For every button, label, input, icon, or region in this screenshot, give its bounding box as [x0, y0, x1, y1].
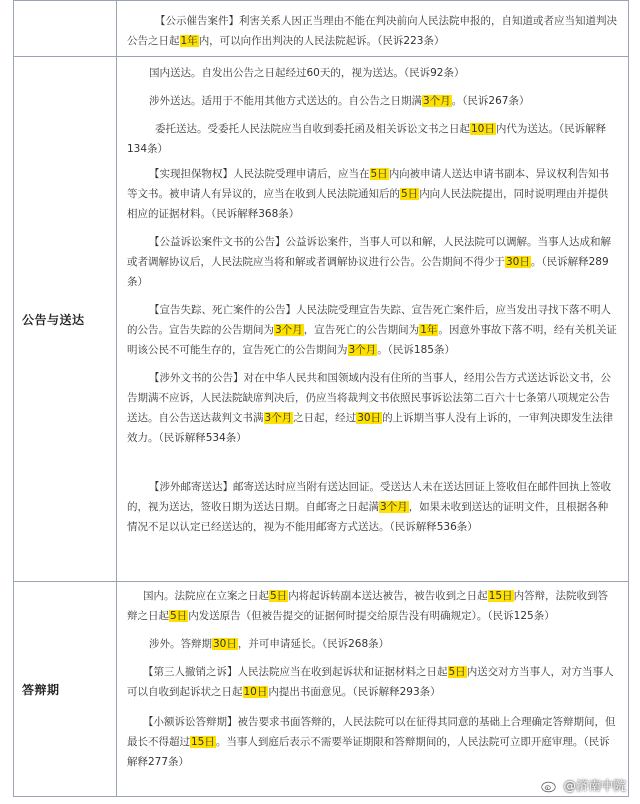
- entry-text: 内答辩，法院收到答辩之日起: [127, 590, 609, 622]
- highlighted-period: 15日: [191, 736, 215, 748]
- entry-text: 【实现担保物权】人民法院受理申请后，应当在: [149, 168, 370, 180]
- entry-text: 【公示催告案件】利害关系人因正当理由不能在判决前向人民法院申报的，自知道或者应当知道判决公告之日起: [127, 15, 617, 47]
- provision-entry: [127, 300, 618, 360]
- entry-text: 内提出书面意见。（民诉解释293条）: [268, 686, 441, 698]
- provision-entry: [127, 91, 618, 111]
- table-row: [14, 57, 628, 582]
- entry-text: 涉外送达。适用于不能用其他方式送达的。自公告之日期满: [149, 95, 422, 107]
- entry-text: 。（民诉267条）: [451, 95, 530, 107]
- entry-text: 【宣告失踪、死亡案件的公告】人民法院受理宣告失踪、宣告死亡案件后，应当发出寻找下落不明人的公告。宣告失踪的公告期间为: [127, 304, 611, 336]
- highlighted-period: 5日: [448, 666, 466, 678]
- watermark: [541, 776, 626, 794]
- provision-entry: [127, 232, 618, 292]
- watermark-text: @济南中院: [563, 778, 626, 793]
- entry-text: 内向人民法院提出，同时说明理由并提供相应的证据材料。（民诉解释368条）: [127, 188, 609, 220]
- entry-text: 【小额诉讼答辩期】被告要求书面答辩的，人民法院可以在征得其同意的基础上合理确定答辩期间，但最长不得超过: [127, 716, 616, 748]
- entry-text: 。因意外事故下落不明，经有关机关证明该公民不可能生存的，宣告死亡的公告期间为: [127, 324, 617, 356]
- entry-text: 内送交对方当事人，对方当事人可以自收到起诉状之日起: [127, 666, 614, 698]
- table-row: [14, 582, 628, 797]
- entry-text: 内代为送达。（民诉解释134条）: [127, 123, 607, 155]
- entry-text: ，并可申请延长。（民诉268条）: [237, 638, 390, 650]
- provision-entry: [127, 63, 618, 83]
- highlighted-period: 3个月: [348, 344, 377, 356]
- document-table: [13, 0, 629, 797]
- entry-text: 内向被申请人送达申请书副本、异议权利告知书等文书。被申请人有异议的，应当在收到人民法院通知后的: [127, 168, 610, 200]
- entry-text: 。（民诉185条）: [377, 344, 455, 356]
- provision-entry: [127, 586, 618, 626]
- highlighted-period: 10日: [243, 686, 268, 698]
- highlighted-period: 3个月: [275, 324, 303, 336]
- entry-text: 内将起诉转副本送达被告，被告收到之日起: [288, 590, 488, 602]
- entry-text: ，宣告死亡的公告期间为: [303, 324, 420, 336]
- provision-entry: [127, 477, 618, 537]
- highlighted-period: 1年: [180, 35, 198, 47]
- provision-entry: [127, 119, 618, 159]
- row-label: [14, 1, 117, 56]
- entry-text: 内，可以向作出判决的人民法院起诉。（民诉223条）: [198, 35, 445, 47]
- entry-text: 国内。法院应在立案之日起: [143, 590, 269, 602]
- entry-text: 。当事人到庭后表示不需要举证期限和答辩期间的，人民法院可立即开庭审理。（民诉解释277条）: [127, 736, 610, 768]
- highlighted-period: 15日: [488, 590, 513, 602]
- row-label: 公告与送达: [14, 57, 117, 581]
- highlighted-period: 30日: [213, 638, 237, 650]
- highlighted-period: 5日: [170, 610, 188, 622]
- provision-entry: [127, 662, 618, 702]
- weibo-logo-icon: [541, 778, 559, 793]
- provision-entry: [127, 634, 618, 654]
- highlighted-period: 5日: [401, 188, 419, 200]
- provision-entry: [127, 11, 618, 51]
- entry-text: 委托送达。受委托人民法院应当自收到委托函及相关诉讼文书之日起: [155, 123, 470, 135]
- provision-entry: [127, 164, 618, 224]
- entry-text: 【公益诉讼案件文书的公告】公益诉讼案件，当事人可以和解，人民法院可以调解。当事人达成和解或者调解协议后，人民法院应当将和解或者调解协议进行公告。公告期间不得少于: [127, 236, 611, 268]
- row-content: [117, 582, 628, 796]
- highlighted-period: 30日: [506, 256, 530, 268]
- entry-text: 国内送达。自发出公告之日起经过60天的，视为送达。（民诉92条）: [149, 67, 465, 79]
- row-label: 答辩期: [14, 582, 117, 796]
- provision-entry: [127, 368, 618, 448]
- entry-text: 内发送原告（但被告提交的证据何时提交给原告没有明确规定）。（民诉125条）: [188, 610, 555, 622]
- entry-text: 涉外。答辩期: [149, 638, 212, 650]
- highlighted-period: 3个月: [423, 95, 451, 107]
- table-row: [14, 0, 628, 57]
- highlighted-period: 30日: [357, 412, 382, 424]
- row-content: [117, 1, 628, 56]
- highlighted-period: 3个月: [380, 501, 408, 513]
- provision-entry: [127, 712, 618, 772]
- highlighted-period: 10日: [471, 123, 495, 135]
- entry-text: 之日起，经过: [293, 412, 357, 424]
- entry-text: 的上诉期当事人没有上诉的，一审判决即发生法律效力。（民诉解释534条）: [127, 412, 614, 444]
- entry-text: ，如果未收到送达的证明文件，且根据各种情况不足以认定已经送达的，视为不能用邮寄方式送达。（民诉解释536条）: [127, 501, 609, 533]
- entry-text: 【第三人撤销之诉】人民法院应当在收到起诉状和证据材料之日起: [143, 666, 448, 678]
- highlighted-period: 1年: [420, 324, 438, 336]
- highlighted-period: 3个月: [264, 412, 293, 424]
- entry-text: 【涉外邮寄送达】邮寄送达时应当附有送达回证。受送达人未在送达回证上签收但在邮件回执上签收的，视为送达，签收日期为送达日期。自邮寄之日起满: [127, 481, 611, 513]
- entry-text: 【涉外文书的公告】对在中华人民共和国领域内没有住所的当事人，经用公告方式送达诉讼文书，公告期满不应诉，人民法院缺席判决后，仍应当将裁判文书依照民事诉讼法第二百六十七条第八项规定公告送达。自公告送达裁判文书满: [127, 372, 611, 424]
- highlighted-period: 5日: [370, 168, 388, 180]
- entry-text: 。（民诉解释289条）: [127, 256, 609, 288]
- highlighted-period: 5日: [270, 590, 288, 602]
- row-content: [117, 57, 628, 581]
